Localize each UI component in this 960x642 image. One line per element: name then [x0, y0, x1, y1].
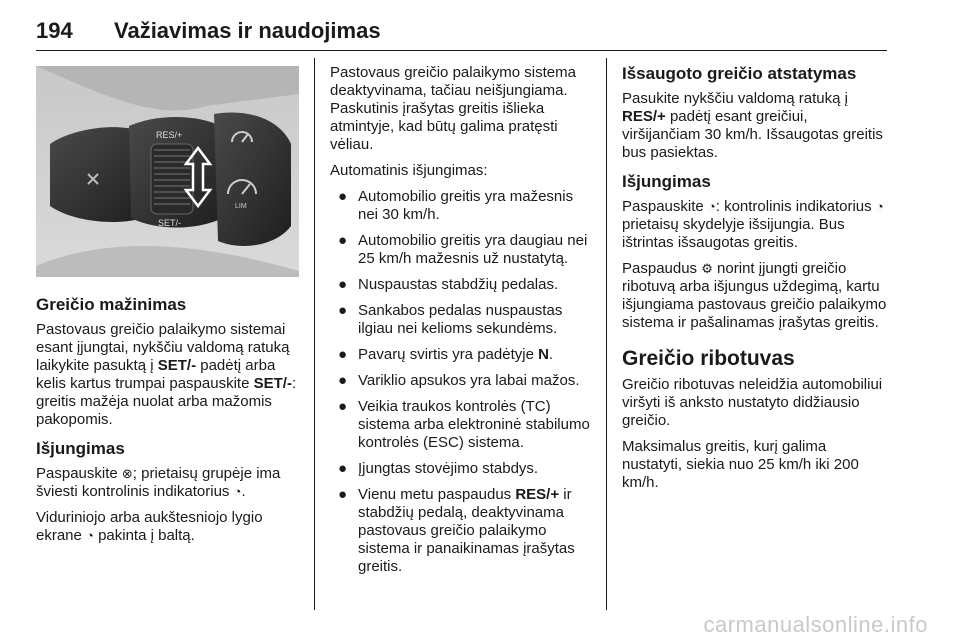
heading-isjungimas-1: Išjungimas — [36, 439, 125, 458]
heading-greicio-mazinimas: Greičio mažinimas — [36, 295, 187, 314]
page-number: 194 — [36, 18, 73, 43]
header-divider — [36, 50, 887, 51]
list-item: ● Automobilio greitis yra mažesnis nei 30 km/h. — [338, 188, 574, 223]
paragraph-display-change: Viduriniojo arba aukštesniojo lygio ekrane ◔ pakinta į baltą. — [36, 509, 263, 544]
list-item: ● Įjungtas stovėjimo stabdys. — [338, 460, 539, 477]
heading-issaugoto-greicio-atstatymas: Išsaugoto greičio atstatymas — [622, 64, 857, 83]
cruise-indicator-icon: ◔ — [86, 528, 94, 543]
paragraph-isjungimas-2: Paspauskite ◔: kontrolinis indikatorius ◔ prietaisų skydelyje išsijungia. Bus ištrintas išsaugotas greitis. — [622, 198, 884, 251]
cruise-indicator-icon: ◔ — [707, 199, 716, 214]
list-item: ● Pavarų svirtis yra padėtyje N. — [338, 346, 554, 363]
heading-greicio-ribotuvas: Greičio ribotuvas — [622, 347, 795, 370]
paragraph-automatinis-isjungimas: Automatinis išjungimas: — [330, 162, 488, 179]
heading-isjungimas-2: Išjungimas — [622, 172, 711, 191]
speed-limiter-icon: ⚙ — [701, 261, 713, 276]
paragraph-ribotuvas-1: Greičio ribotuvas neleidžia automobiliui viršyti iš anksto nustatyto didžiausio greičio. — [622, 376, 883, 429]
cruise-off-icon: ⊗ — [121, 466, 133, 481]
column-1 — [36, 66, 300, 553]
paragraph-greicio-mazinimas: Pastovaus greičio palaikymo sistemai esant įjungtai, nykščiu valdomą ratuką laikykite pasuktą į SET/- padėtį arba kelis kartus trumpai paspauskite SET/-: greitis mažėja nuolat arba mažomis pakopomis. — [36, 321, 297, 428]
paragraph-ribotuvas-2: Maksimalus greitis, kurį galima nustatyti, siekia nuo 25 km/h iki 200 km/h. — [622, 438, 859, 491]
list-item: ● Vienu metu paspaudus RES/+ ir stabdžių pedalą, deaktyvinama pastovaus greičio palaikymo sistema ir panaikinamas įrašytas greitis. — [338, 486, 575, 575]
svg-text:SET/-: SET/- — [158, 218, 182, 228]
cruise-indicator-icon: ◔ — [875, 199, 884, 214]
list-item: ● Automobilio greitis yra daugiau nei 25 km/h mažesnis už nustatytą. — [338, 232, 588, 267]
list-item: ● Nuspaustas stabdžių pedalas. — [338, 276, 559, 293]
section-title: Važiavimas ir naudojimas — [114, 18, 381, 43]
paragraph-ribotuvas-ijungimas: Paspaudus ⚙ norint įjungti greičio ribotuvą arba išjungus uždegimą, kartu išjungiama pastovaus greičio palaikymo sistema ir pašalinamas įrašytas greitis. — [622, 260, 887, 331]
list-item: ● Sankabos pedalas nuspaustas ilgiau nei kelioms sekundėms. — [338, 302, 563, 337]
list-item: ● Variklio apsukos yra labai mažos. — [338, 372, 580, 389]
cruise-indicator-icon: ◔ — [233, 484, 242, 499]
watermark: carmanualsonline.info — [703, 612, 928, 637]
svg-text:LIM: LIM — [235, 203, 247, 210]
column-divider-2 — [606, 58, 607, 610]
column-divider-1 — [314, 58, 315, 610]
list-item: ● Veikia traukos kontrolės (TC) sistema arba elektroninė stabilumo kontrolės (ESC) sistema. — [338, 398, 590, 451]
paragraph-isjungimas-1: Paspauskite ⊗; prietaisų grupėje ima šviesti kontrolinis indikatorius ◔. — [36, 465, 281, 500]
steering-wheel-cruise-control-switch-icon — [36, 66, 299, 277]
page-header — [36, 18, 886, 52]
svg-text:RES/+: RES/+ — [156, 130, 183, 140]
column-3 — [622, 64, 888, 500]
paragraph-atstatymas: Pasukite nykščiu valdomą ratuką į RES/+ padėtį esant greičiui, viršijančiam 30 km/h. Išsaugotas greitis bus pasiektas. — [622, 90, 883, 161]
paragraph-deaktyvinimas: Pastovaus greičio palaikymo sistema deaktyvinama, tačiau neišjungiama. Paskutinis įrašytas greitis išlieka atmintyje, kad būtų galima pratęsti vėliau. — [330, 64, 576, 153]
auto-off-list — [330, 188, 596, 576]
column-2 — [330, 64, 596, 584]
